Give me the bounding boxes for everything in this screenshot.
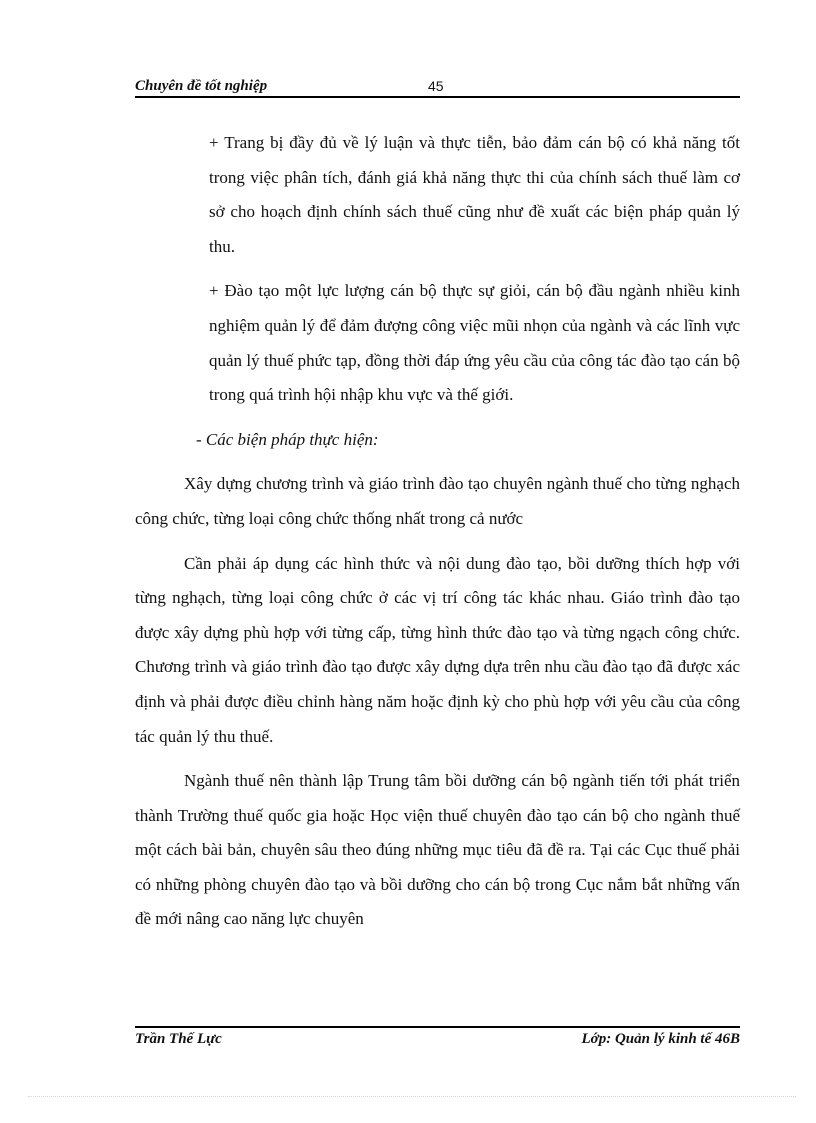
document-title: Chuyên đề tốt nghiệp bbox=[135, 78, 268, 94]
footer-divider bbox=[135, 1026, 740, 1028]
section-heading: - Các biện pháp thực hiện: bbox=[196, 429, 379, 449]
footer-class-info: Lớp: Quản lý kinh tế 46B bbox=[581, 1031, 740, 1047]
paragraph-3: Ngành thuế nên thành lập Trung tâm bồi dưỡng cán bộ ngành tiến tới phát triển thành Trường thuế quốc gia hoặc Học viện thuế chuyên đào tạo cán bộ cho ngành thuế một cách bài bản, chuyên sâu theo đúng những mục tiêu đã đề ra. Tại các Cục thuế phải có những phòng chuyên đào tạo và bồi dưỡng cho cán bộ trong Cục nắm bắt những vấn đề mới nâng cao năng lực chuyên bbox=[135, 771, 740, 929]
bullet-item-1: + Trang bị đầy đủ về lý luận và thực tiễn, bảo đảm cán bộ có khả năng tốt trong việc phân tích, đánh giá khả năng thực thi của chính sách thuế làm cơ sở cho hoạch định chính sách thuế cũng như đề xuất các biện pháp quản lý thu. bbox=[209, 133, 740, 256]
page-header bbox=[135, 76, 740, 96]
header-divider bbox=[135, 96, 740, 98]
footer-author: Trần Thế Lực bbox=[135, 1031, 222, 1047]
page-number: 45 bbox=[428, 78, 444, 94]
paragraph-1: Xây dựng chương trình và giáo trình đào tạo chuyên ngành thuế cho từng nghạch công chức, từng loại công chức thống nhất trong cả nước bbox=[135, 474, 740, 528]
document-body bbox=[135, 126, 740, 947]
page-bottom-dotted-line bbox=[28, 1096, 796, 1097]
paragraph-2: Cần phải áp dụng các hình thức và nội dung đào tạo, bồi dưỡng thích hợp với từng nghạch, từng loại công chức ở các vị trí công tác khác nhau. Giáo trình đào tạo được xây dựng phù hợp với từng cấp, từng hình thức đào tạo và từng ngạch công chức. Chương trình và giáo trình đào tạo được xây dựng dựa trên nhu cầu đào tạo đã được xác định và phải được điều chỉnh hàng năm hoặc định kỳ cho phù hợp với yêu cầu của công tác quản lý thu thuế. bbox=[135, 553, 740, 746]
bullet-item-2: + Đào tạo một lực lượng cán bộ thực sự giỏi, cán bộ đầu ngành nhiều kinh nghiệm quản lý để đảm đượng công việc mũi nhọn của ngành và các lĩnh vực quản lý thuế phức tạp, đồng thời đáp ứng yêu cầu của công tác đào tạo cán bộ trong quá trình hội nhập khu vực và thế giới. bbox=[209, 281, 740, 405]
